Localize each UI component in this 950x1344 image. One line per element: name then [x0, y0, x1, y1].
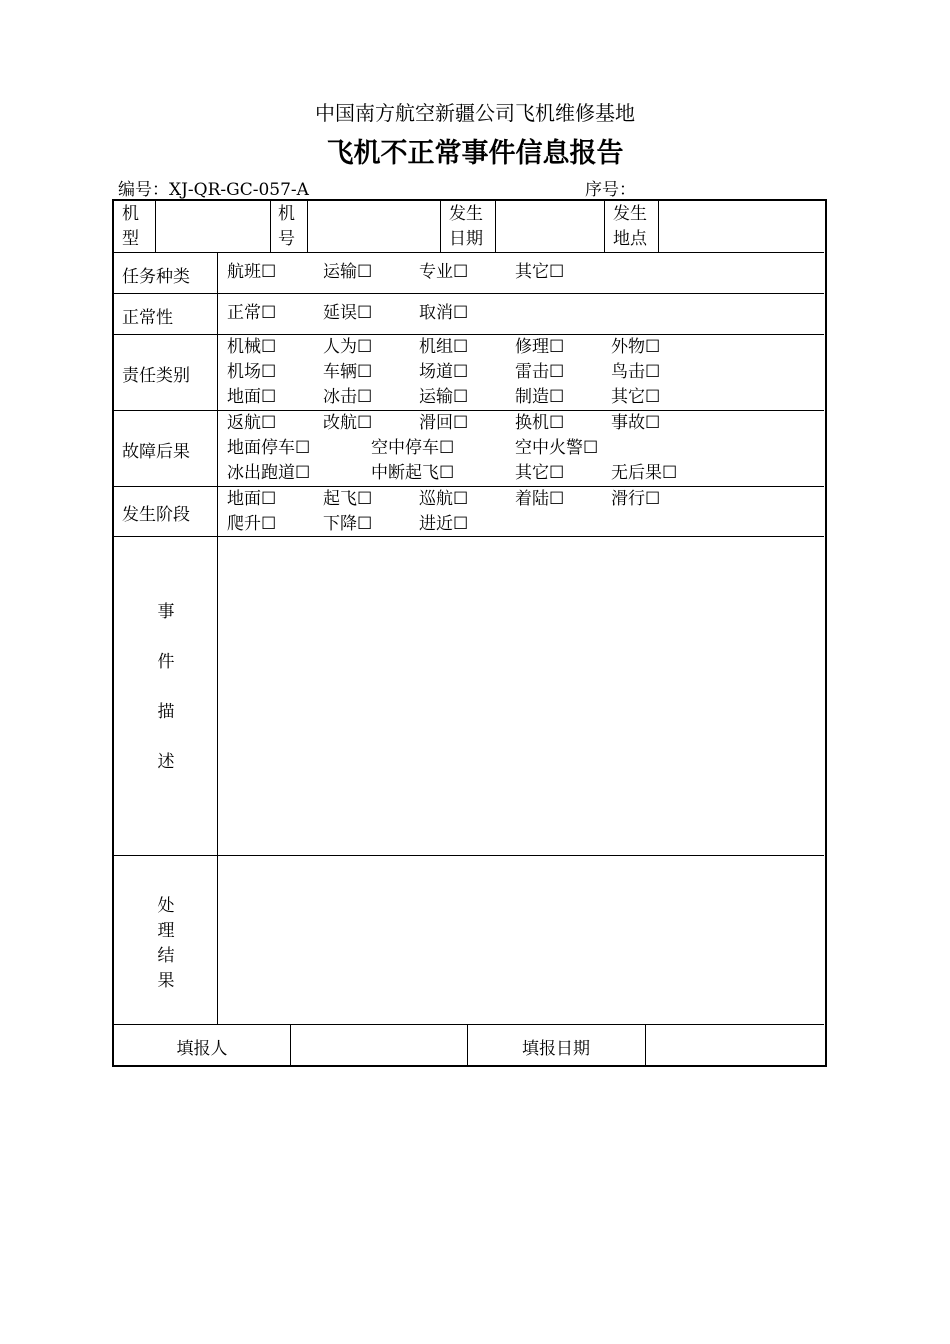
- description-label-char: 件: [157, 652, 175, 672]
- col-divider: [290, 1024, 291, 1066]
- checkbox-option[interactable]: 换机☐: [515, 413, 565, 433]
- form-code: 编号：XJ-QR-GC-057-A: [118, 180, 309, 200]
- checkbox-option[interactable]: 滑行☐: [611, 489, 661, 509]
- checkbox-option[interactable]: 地面☐: [227, 489, 277, 509]
- description-field[interactable]: [219, 538, 824, 854]
- row-divider: [114, 293, 824, 294]
- checkbox-option[interactable]: 冰击☐: [323, 387, 373, 407]
- checkbox-option[interactable]: 机组☐: [419, 337, 469, 357]
- occurrence-date-label: 发生 日期: [449, 204, 483, 249]
- row-divider: [114, 536, 824, 537]
- checkbox-option[interactable]: 返航☐: [227, 413, 277, 433]
- checkbox-option[interactable]: 进近☐: [419, 514, 469, 534]
- checkbox-option[interactable]: 制造☐: [515, 387, 565, 407]
- checkbox-option[interactable]: 鸟击☐: [611, 362, 661, 382]
- checkbox-option[interactable]: 地面停车☐: [227, 438, 311, 458]
- checkbox-option[interactable]: 着陆☐: [515, 489, 565, 509]
- checkbox-option[interactable]: 取消☐: [419, 303, 469, 323]
- checkbox-option[interactable]: 事故☐: [611, 413, 661, 433]
- reporter-field[interactable]: [292, 1026, 466, 1065]
- result-label-char: 结: [157, 946, 175, 966]
- phase-label: 发生阶段: [122, 505, 190, 525]
- col-divider: [217, 252, 218, 1024]
- col-divider: [645, 1024, 646, 1066]
- checkbox-option[interactable]: 其它☐: [611, 387, 661, 407]
- checkbox-option[interactable]: 车辆☐: [323, 362, 373, 382]
- checkbox-option[interactable]: 下降☐: [323, 514, 373, 534]
- checkbox-option[interactable]: 滑回☐: [419, 413, 469, 433]
- checkbox-option[interactable]: 航班☐: [227, 262, 277, 282]
- col-divider: [658, 201, 659, 252]
- col-divider: [604, 201, 605, 252]
- col-divider: [270, 201, 271, 252]
- aircraft-type-label: 机 型: [122, 204, 139, 249]
- checkbox-option[interactable]: 其它☐: [515, 262, 565, 282]
- checkbox-option[interactable]: 修理☐: [515, 337, 565, 357]
- result-label-char: 理: [157, 921, 175, 941]
- normality-label: 正常性: [122, 308, 173, 328]
- row-divider: [114, 855, 824, 856]
- row-divider: [114, 1024, 824, 1025]
- row-divider: [114, 334, 824, 335]
- reporter-label: 填报人: [176, 1039, 228, 1059]
- description-label-char: 述: [157, 752, 175, 772]
- report-date-field[interactable]: [647, 1026, 823, 1065]
- checkbox-option[interactable]: 运输☐: [323, 262, 373, 282]
- checkbox-option[interactable]: 爬升☐: [227, 514, 277, 534]
- checkbox-option[interactable]: 专业☐: [419, 262, 469, 282]
- aircraft-number-label: 机 号: [278, 204, 295, 249]
- occurrence-location-label: 发生 地点: [613, 204, 647, 249]
- row-divider: [114, 410, 824, 411]
- checkbox-option[interactable]: 雷击☐: [515, 362, 565, 382]
- col-divider: [440, 201, 441, 252]
- checkbox-option[interactable]: 外物☐: [611, 337, 661, 357]
- result-label-char: 果: [157, 971, 175, 991]
- result-label-char: 处: [157, 896, 175, 916]
- checkbox-option[interactable]: 改航☐: [323, 413, 373, 433]
- checkbox-option[interactable]: 人为☐: [323, 337, 373, 357]
- checkbox-option[interactable]: 中断起飞☐: [371, 463, 455, 483]
- checkbox-option[interactable]: 无后果☐: [611, 463, 678, 483]
- checkbox-option[interactable]: 机场☐: [227, 362, 277, 382]
- checkbox-option[interactable]: 机械☐: [227, 337, 277, 357]
- checkbox-option[interactable]: 巡航☐: [419, 489, 469, 509]
- row-divider: [114, 486, 824, 487]
- task-type-label: 任务种类: [122, 267, 190, 287]
- col-divider: [495, 201, 496, 252]
- row-divider: [114, 252, 824, 253]
- checkbox-option[interactable]: 空中停车☐: [371, 438, 455, 458]
- organization-name: 中国南方航空新疆公司飞机维修基地: [315, 101, 635, 125]
- checkbox-option[interactable]: 起飞☐: [323, 489, 373, 509]
- checkbox-option[interactable]: 地面☐: [227, 387, 277, 407]
- report-date-label: 填报日期: [522, 1039, 590, 1059]
- form-title: 飞机不正常事件信息报告: [326, 138, 624, 169]
- checkbox-option[interactable]: 空中火警☐: [515, 438, 599, 458]
- responsibility-label: 责任类别: [122, 366, 190, 386]
- description-label-char: 事: [157, 602, 175, 622]
- col-divider: [307, 201, 308, 252]
- sequence-number-label: 序号：: [585, 180, 636, 200]
- result-field[interactable]: [219, 857, 824, 1023]
- checkbox-option[interactable]: 运输☐: [419, 387, 469, 407]
- checkbox-option[interactable]: 正常☐: [227, 303, 277, 323]
- checkbox-option[interactable]: 冰出跑道☐: [227, 463, 311, 483]
- checkbox-option[interactable]: 场道☐: [419, 362, 469, 382]
- col-divider: [155, 201, 156, 252]
- checkbox-option[interactable]: 其它☐: [515, 463, 565, 483]
- checkbox-option[interactable]: 延误☐: [323, 303, 373, 323]
- report-table: [112, 199, 827, 1067]
- description-label-char: 描: [157, 702, 175, 722]
- consequence-label: 故障后果: [122, 442, 190, 462]
